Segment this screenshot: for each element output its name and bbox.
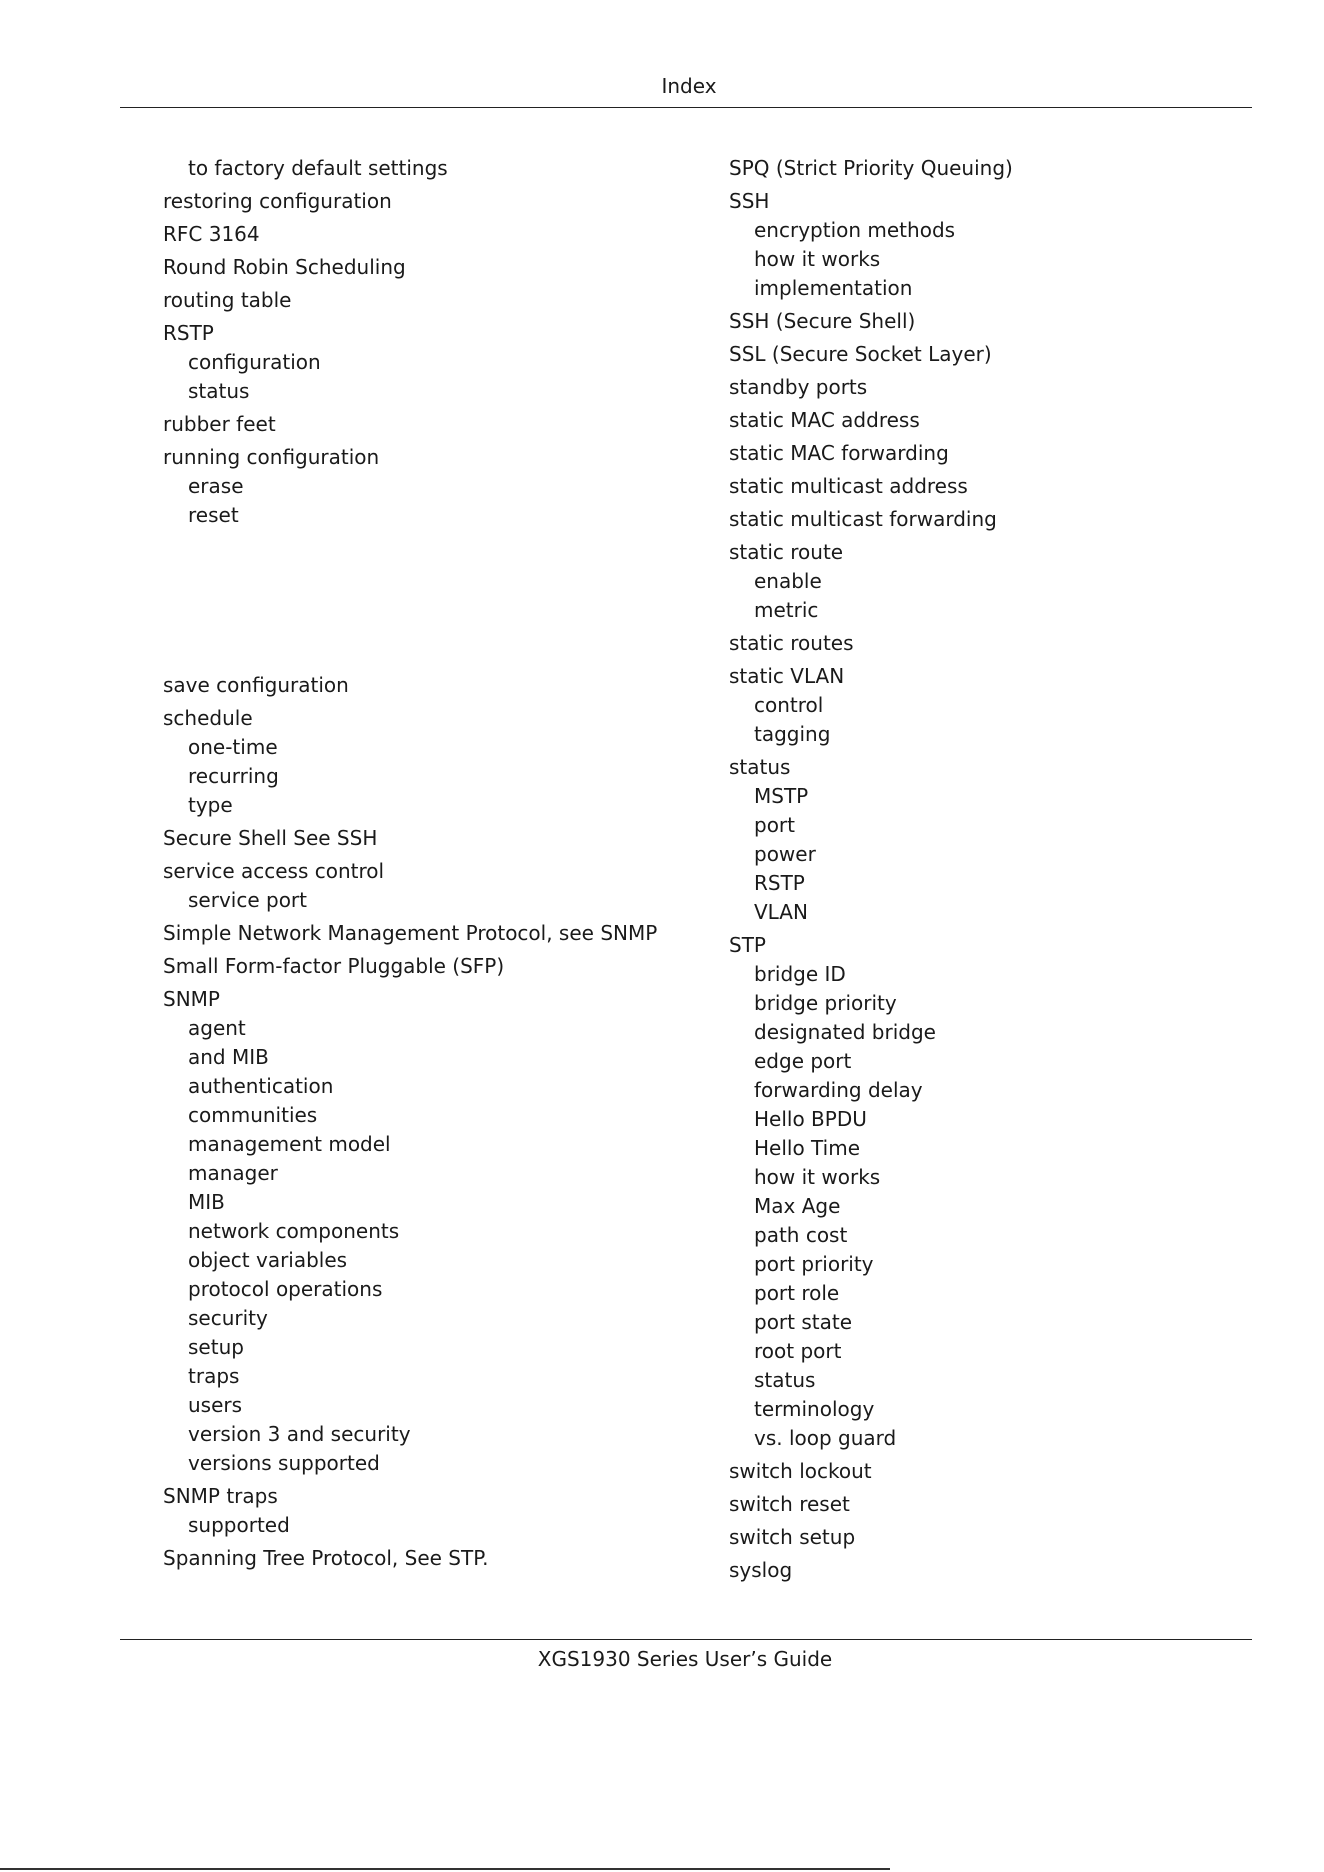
index-subentry: Hello Time	[754, 1136, 860, 1160]
index-subentry: implementation	[754, 276, 913, 300]
index-subentry: traps	[188, 1364, 240, 1388]
index-subentry: and MIB	[188, 1045, 269, 1069]
index-entry: Spanning Tree Protocol, See STP.	[163, 1546, 489, 1570]
index-subentry: Max Age	[754, 1194, 841, 1218]
index-subentry: agent	[188, 1016, 246, 1040]
index-column-left	[163, 154, 723, 1572]
index-subentry: port	[754, 813, 795, 837]
index-entry: SPQ (Strict Priority Queuing)	[729, 156, 1013, 180]
index-entry: schedule	[163, 706, 253, 730]
index-entry: switch reset	[729, 1492, 850, 1516]
index-entry: SNMP traps	[163, 1484, 278, 1508]
index-entry: SNMP	[163, 987, 220, 1011]
index-subentry: manager	[188, 1161, 278, 1185]
index-entry: running configuration	[163, 445, 380, 469]
index-subentry: port state	[754, 1310, 853, 1334]
index-entry: switch lockout	[729, 1459, 872, 1483]
footer-rule	[120, 1639, 1252, 1640]
index-subentry: control	[754, 693, 824, 717]
index-entry: static VLAN	[729, 664, 845, 688]
index-entry: Small Form-factor Pluggable (SFP)	[163, 954, 505, 978]
index-subentry: forwarding delay	[754, 1078, 923, 1102]
index-entry: rubber feet	[163, 412, 276, 436]
index-subentry: power	[754, 842, 816, 866]
index-subentry: users	[188, 1393, 243, 1417]
index-subentry: protocol operations	[188, 1277, 383, 1301]
index-subentry: port role	[754, 1281, 840, 1305]
index-subentry: to factory default settings	[188, 156, 448, 180]
index-entry: service access control	[163, 859, 385, 883]
index-entry: RSTP	[163, 321, 214, 345]
index-subentry: designated bridge	[754, 1020, 936, 1044]
index-subentry: how it works	[754, 247, 881, 271]
index-subentry: vs. loop guard	[754, 1426, 897, 1450]
index-subentry: tagging	[754, 722, 831, 746]
index-entry: static multicast forwarding	[729, 507, 997, 531]
index-subentry: recurring	[188, 764, 279, 788]
index-entry: RFC 3164	[163, 222, 260, 246]
index-subentry: how it works	[754, 1165, 881, 1189]
index-group	[163, 154, 723, 529]
index-subentry: root port	[754, 1339, 842, 1363]
index-subentry: VLAN	[754, 900, 808, 924]
index-entry: static route	[729, 540, 844, 564]
index-entry: STP	[729, 933, 766, 957]
page-edge-line	[0, 1868, 890, 1870]
index-column-right	[729, 154, 1289, 1584]
index-subentry: status	[754, 1368, 816, 1392]
page-header-title: Index	[661, 74, 717, 98]
index-subentry: terminology	[754, 1397, 875, 1421]
index-entry: routing table	[163, 288, 292, 312]
index-group	[163, 671, 723, 1572]
index-entry: static MAC forwarding	[729, 441, 949, 465]
index-entry: restoring configuration	[163, 189, 392, 213]
index-subentry: versions supported	[188, 1451, 380, 1475]
index-subentry: enable	[754, 569, 822, 593]
index-entry: SSH (Secure Shell)	[729, 309, 916, 333]
index-subentry: type	[188, 793, 233, 817]
page-footer-title: XGS1930 Series User’s Guide	[537, 1647, 833, 1671]
index-subentry: authentication	[188, 1074, 334, 1098]
index-entry: Secure Shell See SSH	[163, 826, 378, 850]
index-column-gap	[163, 529, 723, 671]
index-entry: standby ports	[729, 375, 868, 399]
index-entry: Simple Network Management Protocol, see SNMP	[163, 921, 658, 945]
header-rule	[120, 107, 1252, 108]
index-subentry: Hello BPDU	[754, 1107, 867, 1131]
index-entry: syslog	[729, 1558, 793, 1582]
index-subentry: encryption methods	[754, 218, 956, 242]
index-subentry: version 3 and security	[188, 1422, 411, 1446]
index-subentry: management model	[188, 1132, 391, 1156]
index-subentry: object variables	[188, 1248, 348, 1272]
index-subentry: MIB	[188, 1190, 225, 1214]
index-subentry: path cost	[754, 1223, 848, 1247]
index-subentry: setup	[188, 1335, 244, 1359]
index-subentry: reset	[188, 503, 239, 527]
index-subentry: bridge ID	[754, 962, 846, 986]
index-subentry: metric	[754, 598, 819, 622]
index-subentry: MSTP	[754, 784, 809, 808]
index-entry: save configuration	[163, 673, 349, 697]
index-subentry: network components	[188, 1219, 400, 1243]
index-subentry: status	[188, 379, 250, 403]
index-subentry: port priority	[754, 1252, 874, 1276]
index-subentry: supported	[188, 1513, 290, 1537]
index-subentry: one-time	[188, 735, 278, 759]
index-subentry: edge port	[754, 1049, 852, 1073]
index-entry: Round Robin Scheduling	[163, 255, 406, 279]
index-group	[729, 154, 1289, 1584]
index-subentry: configuration	[188, 350, 321, 374]
index-entry: static routes	[729, 631, 854, 655]
index-entry: SSL (Secure Socket Layer)	[729, 342, 992, 366]
index-entry: static multicast address	[729, 474, 968, 498]
index-subentry: bridge priority	[754, 991, 897, 1015]
index-entry: static MAC address	[729, 408, 920, 432]
index-subentry: communities	[188, 1103, 318, 1127]
index-subentry: service port	[188, 888, 307, 912]
index-subentry: erase	[188, 474, 244, 498]
index-subentry: security	[188, 1306, 268, 1330]
index-entry: SSH	[729, 189, 770, 213]
index-entry: status	[729, 755, 791, 779]
index-subentry: RSTP	[754, 871, 805, 895]
index-entry: switch setup	[729, 1525, 856, 1549]
